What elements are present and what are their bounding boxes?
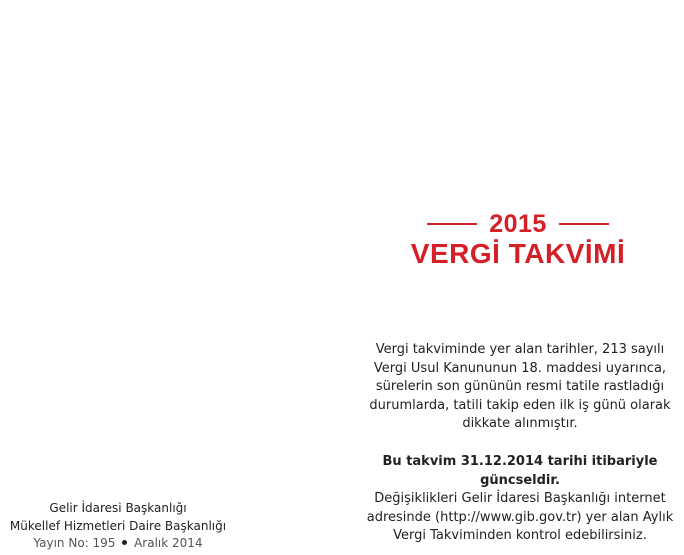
notice-line: Değişiklikleri Gelir İdaresi Başkanlığı internet (374, 491, 666, 506)
publisher-dept: Mükellef Hizmetleri Daire Başkanlığı (9, 518, 227, 533)
title-block (400, 208, 636, 269)
intro-line: Vergi Usul Kanununun 18. maddesi uyarınca, (373, 360, 667, 376)
bullet-icon (122, 540, 127, 545)
update-notice (364, 453, 676, 546)
left-rule (427, 223, 477, 225)
intro-line: sürelerin son gününün resmi tatile rastladığı (375, 379, 665, 394)
intro-line: durumlarda, tatili takip eden ilk iş günü olarak (369, 397, 671, 413)
update-date-notice: Bu takvim 31.12.2014 tarihi itibariyle güncseldir. (382, 454, 658, 488)
intro-line: Vergi takviminde yer alan tarihler, 213 sayılı (375, 342, 665, 357)
publication-number: Yayın No: 195 (33, 536, 116, 550)
notice-line: Vergi Takviminden kontrol edebilirsiniz. (393, 528, 647, 543)
right-rule (559, 223, 609, 225)
publisher-info (0, 500, 236, 553)
year: 2015 (489, 210, 547, 238)
notice-line: adresinde (http://www.gib.gov.tr) yer alan Aylık (366, 509, 674, 525)
intro-line: dikkate alınmıştır. (462, 416, 578, 431)
intro-paragraph (364, 341, 676, 434)
year-row (400, 208, 636, 240)
main-title: VERGİ TAKVİMİ (410, 238, 626, 269)
publication-date: Aralık 2014 (134, 536, 203, 550)
publisher-org: Gelir İdaresi Başkanlığı (49, 501, 187, 515)
publication-line (0, 535, 236, 553)
